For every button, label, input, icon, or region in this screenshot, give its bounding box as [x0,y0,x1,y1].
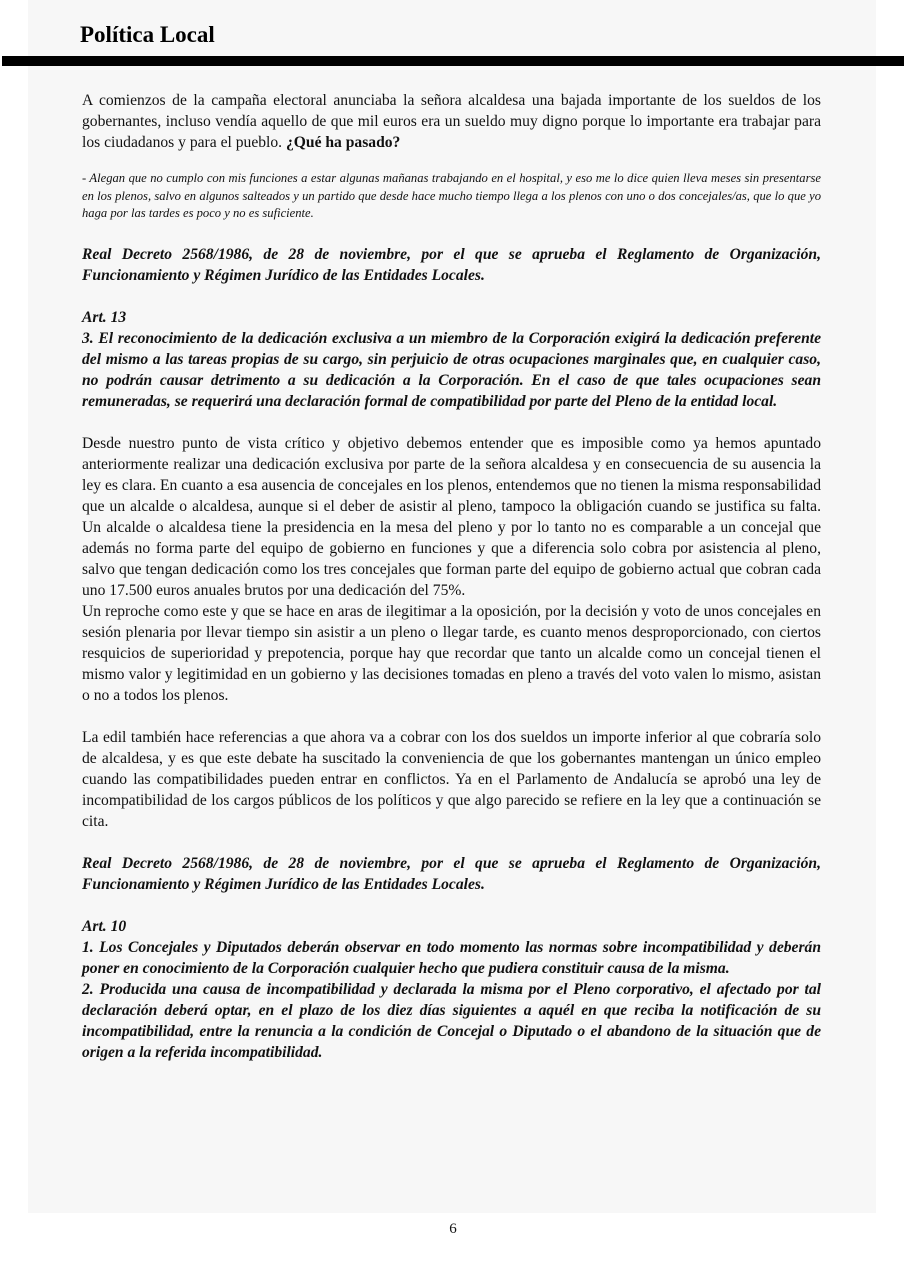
article-10-title: Art. 10 [82,917,127,935]
spacer [82,223,821,244]
spacer [82,153,821,170]
page-title: Política Local [80,22,215,47]
intro-question: ¿Qué ha pasado? [285,134,401,151]
article-13-text: 3. El reconocimiento de la dedicación exclusiva a un miembro de la Corporación exigirá la dedicación preferente del mismo a las tareas propias de su cargo, sin perjuicio de otras ocupaciones marginales que, en cualquier caso, no podrán causar detrimento a su dedicación a la Corporación. En el caso de que tales ocupaciones sean remuneradas, se requerirá una declaración formal de compatibilidad por parte del Pleno de la entidad local. [82,329,821,410]
spacer [82,832,821,853]
article-10-point-2: 2. Producida una causa de incompatibilidad y declarada la misma por el Pleno corporativo, el afectado por tal declaración deberá optar, en el plazo de los diez días siguientes a aquél en que reciba la notificación de su incompatibilidad, entre la renuncia a la condición de Concejal o Diputado o el abandono de la situación que de origen a la referida incompatibilidad. [82,980,821,1061]
article-body [82,90,821,1063]
page-number: 6 [449,1221,457,1237]
header-rule [2,56,904,66]
analysis-paragraph-1: Desde nuestro punto de vista crítico y objetivo debemos entender que es imposible como ya hemos apuntado anteriormente realizar una dedicación exclusiva por parte de la señora alcaldesa y en consecuencia de su ausencia la ley es clara. En cuanto a esa ausencia de concejales en los plenos, entendemos que no tienen la misma responsabilidad que un alcalde o alcaldesa, aunque si el deber de asistir al pleno, tampoco la obligación cuando se justifica su falta. Un alcalde o alcaldesa tiene la presidencia en la mesa del pleno y por lo tanto no es comparable a un concejal que además no forma parte del equipo de gobierno en funciones y que a diferencia solo cobra por asistencia al pleno, salvo que tengan dedicación como los tres concejales que forman parte del equipo de gobierno actual que cobran cada uno 17.500 euros anuales brutos por una dedicación del 75%. [82,434,821,599]
intro-text: A comienzos de la campaña electoral anunciaba la señora alcaldesa una bajada importante de los sueldos de los gobernantes, incluso vendía aquello de que mil euros era un sueldo muy digno porque lo importante era trabajar para los ciudadanos y para el pueblo. [82,92,821,151]
decree-citation-1: Real Decreto 2568/1986, de 28 de noviembre, por el que se aprueba el Reglamento de Organización, Funcionamiento y Régimen Jurídico de las Entidades Locales. [82,245,821,284]
intro-paragraph [82,90,821,153]
decree-citation-2: Real Decreto 2568/1986, de 28 de noviembre, por el que se aprueba el Reglamento de Organización, Funcionamiento y Régimen Jurídico de las Entidades Locales. [82,854,821,893]
spacer [82,286,821,307]
article-13-title: Art. 13 [82,308,127,326]
spacer [82,412,821,433]
article-10-point-1: 1. Los Concejales y Diputados deberán observar en todo momento las normas sobre incompatibilidad y deberán poner en conocimiento de la Corporación cualquier hecho que pudiera constituir causa de la misma. [82,938,821,977]
spacer [82,706,821,727]
quoted-statement: - Alegan que no cumplo con mis funciones a estar algunas mañanas trabajando en el hospital, y eso me lo dice quien lleva meses sin presentarse en los plenos, salvo en algunos salteados y un partido que desde hace mucho tiempo llega a los plenos con uno o dos concejales/as, que lo que yo haga por las tardes es poco y no es suficiente. [82,171,821,220]
analysis-paragraph-2: Un reproche como este y que se hace en aras de ilegitimar a la oposición, por la decisión y voto de unos concejales en sesión plenaria por llevar tiempo sin asistir a un pleno o llegar tarde, es cuanto menos desproporcionado, con ciertos resquicios de superioridad y prepotencia, porque hay que recordar que tanto un alcalde como un concejal tienen el mismo valor y legitimidad en un gobierno y las decisiones tomadas en pleno a través del voto valen lo mismo, asistan o no a todos los plenos. [82,602,821,704]
analysis-paragraph-3: La edil también hace referencias a que ahora va a cobrar con los dos sueldos un importe inferior al que cobraría solo de alcaldesa, y es que este debate ha suscitado la conveniencia de que los gobernantes mantengan un único empleo cuando las compatibilidades pueden entrar en conflictos. Ya en el Parlamento de Andalucía se aprobó una ley de incompatibilidad de los cargos públicos de los políticos y que algo parecido se refiere en la ley que a continuación se cita. [82,728,821,830]
spacer [82,895,821,916]
